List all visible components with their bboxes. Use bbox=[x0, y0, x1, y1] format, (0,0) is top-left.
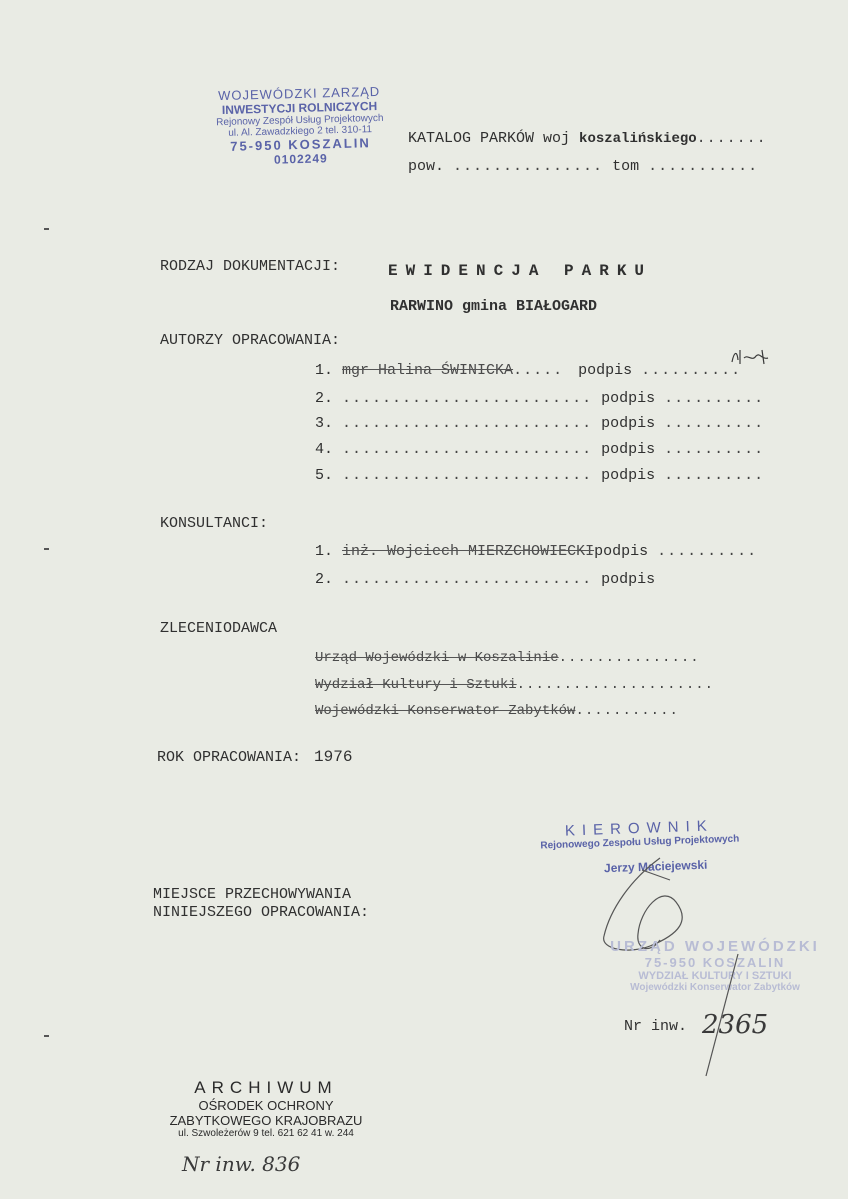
signature-dots: .......... bbox=[664, 441, 765, 458]
authors-label: AUTORZY OPRACOWANIA: bbox=[160, 332, 341, 349]
year-label: ROK OPRACOWANIA: bbox=[157, 749, 302, 766]
doc-type-subvalue: RARWINO gmina BIAŁOGARD bbox=[390, 298, 598, 315]
author-dots: ......................... bbox=[342, 390, 593, 407]
author-dots: ..... bbox=[513, 362, 564, 379]
signature-label: podpis bbox=[601, 467, 656, 484]
client-text: Urząd Wojewódzki w Koszalinie bbox=[315, 650, 559, 666]
header-stamp-line2: INWESTYCJI ROLNICZYCH bbox=[221, 98, 378, 118]
inventory-label: Nr inw. bbox=[624, 1018, 688, 1035]
signature-dots: .......... bbox=[664, 467, 765, 484]
consultant-num: 2. bbox=[315, 571, 334, 588]
archive-line4: ul. Szwoleżerów 9 tel. 621 62 41 w. 244 bbox=[178, 1128, 354, 1139]
catalog-pow-line bbox=[408, 158, 758, 175]
director-stamp-line2: Rejonowego Zespołu Usług Projektowych bbox=[540, 833, 740, 852]
client-line-2 bbox=[315, 677, 714, 693]
client-dots: ..................... bbox=[516, 677, 715, 693]
archive-title: ARCHIWUM bbox=[194, 1078, 338, 1097]
author-row-3 bbox=[315, 415, 764, 432]
storage-line2: NINIEJSZEGO OPRACOWANIA: bbox=[153, 904, 370, 921]
author-dots: ......................... bbox=[342, 415, 593, 432]
header-stamp bbox=[179, 83, 421, 169]
signature-label: podpis bbox=[601, 390, 656, 407]
client-line-1 bbox=[315, 650, 700, 666]
signature-dots: .......... bbox=[664, 415, 765, 432]
author-num: 5. bbox=[315, 467, 334, 484]
signature-label: podpis bbox=[601, 441, 656, 458]
author-row-2 bbox=[315, 390, 764, 407]
archive-line3: ZABYTKOWEGO KRAJOBRAZU bbox=[169, 1113, 363, 1128]
author-row-4 bbox=[315, 441, 764, 458]
header-stamp-line1: WOJEWÓDZKI ZARZĄD bbox=[217, 83, 381, 104]
signature-label: podpis bbox=[601, 571, 656, 588]
consultants-label: KONSULTANCI: bbox=[160, 515, 269, 532]
handwritten-inventory: Nr inw. 836 bbox=[182, 1152, 301, 1176]
office-stamp-line3: WYDZIAŁ KULTURY I SZTUKI bbox=[638, 970, 792, 982]
client-text: Wojewódzki Konserwator Zabytków bbox=[315, 703, 576, 719]
author-row-1 bbox=[315, 362, 741, 379]
consultant-num: 1. bbox=[315, 543, 334, 560]
header-stamp-line6: 0102249 bbox=[273, 151, 328, 167]
year-value: 1976 bbox=[314, 748, 353, 766]
author-dots: ......................... bbox=[342, 441, 593, 458]
director-stamp-title: KIEROWNIK bbox=[564, 817, 715, 840]
consultant-row-2 bbox=[315, 571, 655, 588]
author-num: 4. bbox=[315, 441, 334, 458]
consultant-row-1 bbox=[315, 543, 757, 560]
margin-mark bbox=[44, 1035, 49, 1037]
archive-line2: OŚRODEK OCHRONY bbox=[198, 1098, 334, 1113]
signature-label: podpis bbox=[578, 362, 633, 379]
inventory-value: 2365 bbox=[702, 1010, 769, 1040]
storage-line1: MIEJSCE PRZECHOWYWANIA bbox=[153, 886, 352, 903]
doc-type-value: EWIDENCJA PARKU bbox=[388, 262, 653, 280]
archive-stamp bbox=[160, 1078, 372, 1139]
office-stamp-line1: URZĄD WOJEWÓDZKI bbox=[610, 938, 820, 955]
author-num: 3. bbox=[315, 415, 334, 432]
catalog-label: KATALOG PARKÓW woj bbox=[408, 130, 571, 147]
author-name: mgr Halina ŚWINICKA bbox=[342, 362, 514, 379]
author-signature bbox=[728, 346, 776, 370]
author-row-5 bbox=[315, 467, 764, 484]
author-num: 1. bbox=[315, 362, 334, 379]
catalog-tom-label: tom bbox=[612, 158, 640, 175]
consultant-dots: ......................... bbox=[342, 571, 593, 588]
catalog-pow-label: pow. bbox=[408, 158, 445, 175]
client-dots: ........... bbox=[575, 703, 679, 719]
catalog-line bbox=[408, 130, 767, 147]
client-line-3 bbox=[315, 703, 679, 719]
year-line bbox=[157, 748, 352, 766]
signature-label: podpis bbox=[601, 415, 656, 432]
signature-dots: .......... bbox=[664, 390, 765, 407]
signature-label: podpis bbox=[594, 543, 649, 560]
header-stamp-line3: Rejonowy Zespół Usług Projektowych bbox=[216, 112, 384, 129]
consultant-name: inż. Wojciech MIERZCHOWIECKI bbox=[342, 543, 595, 560]
header-stamp-line4: ul. Al. Zawadzkiego 2 tel. 310-11 bbox=[228, 124, 373, 139]
margin-mark bbox=[44, 548, 49, 550]
director-stamp-name: Jerzy Maciejewski bbox=[603, 857, 708, 876]
catalog-pow-dots: ............... bbox=[453, 158, 604, 175]
catalog-woj-dots: ....... bbox=[696, 130, 767, 147]
header-stamp-line5: 75-950 KOSZALIN bbox=[230, 135, 371, 154]
signature-dots: .......... bbox=[641, 362, 742, 379]
doc-type-label: RODZAJ DOKUMENTACJI: bbox=[160, 258, 341, 275]
client-dots: ............... bbox=[558, 650, 700, 666]
office-stamp-line4: Wojewódzki Konserwator Zabytków bbox=[630, 982, 800, 993]
margin-mark bbox=[44, 228, 49, 230]
catalog-tom-dots: ........... bbox=[648, 158, 759, 175]
client-text: Wydział Kultury i Sztuki bbox=[315, 677, 517, 693]
inventory-strike bbox=[700, 950, 740, 1080]
catalog-woj-value: koszalińskiego bbox=[579, 131, 697, 147]
author-dots: ......................... bbox=[342, 467, 593, 484]
author-num: 2. bbox=[315, 390, 334, 407]
client-label: ZLECENIODAWCA bbox=[160, 620, 278, 637]
office-stamp-line2: 75-950 KOSZALIN bbox=[644, 955, 786, 970]
signature-dots: .......... bbox=[657, 543, 758, 560]
